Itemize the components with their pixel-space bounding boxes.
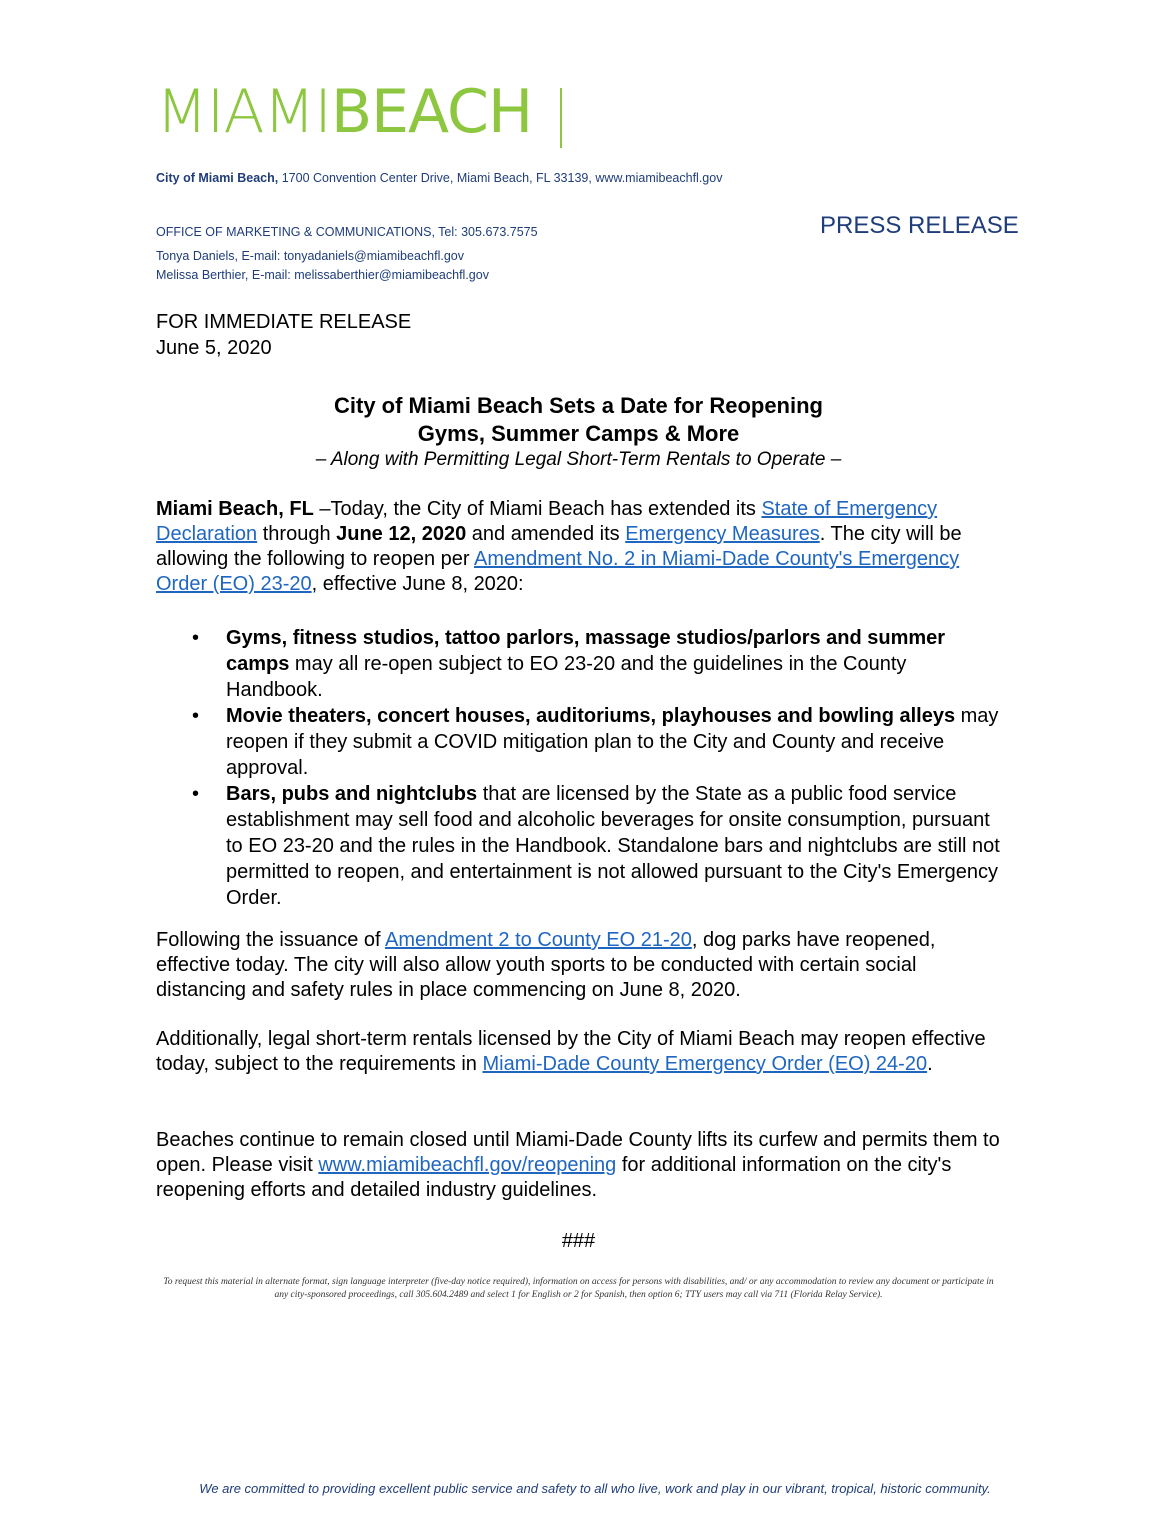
dateline: Miami Beach, FL bbox=[156, 498, 314, 520]
end-mark: ### bbox=[561, 1230, 596, 1252]
city-address-rest: 1700 Convention Center Drive, Miami Beach, FL 33139, www.miamibeachfl.gov bbox=[278, 171, 723, 185]
intro-text-1: –Today, the City of Miami Beach has extended its bbox=[313, 498, 762, 520]
list-item bbox=[156, 625, 1006, 703]
miami-beach-logo bbox=[156, 77, 533, 147]
office-tel: Tel: 305.673.7575 bbox=[434, 225, 538, 239]
bullet-icon: • bbox=[192, 705, 200, 727]
rentals-paragraph bbox=[156, 1027, 1006, 1077]
list-item bbox=[156, 781, 1006, 911]
item-gyms-text: may all re-open subject to EO 23-20 and the guidelines in the County Handbook. bbox=[226, 653, 907, 701]
city-name: City of Miami Beach, bbox=[156, 171, 279, 185]
beaches-paragraph bbox=[156, 1128, 1006, 1203]
intro-text-2: through bbox=[257, 523, 337, 545]
footer-commitment: We are committed to providing excellent public service and safety to all who live, work and play in our vibrant, tropical, historic community. bbox=[199, 1481, 991, 1496]
headline-line2: Gyms, Summer Camps & More bbox=[417, 421, 740, 446]
item-theaters-text: may reopen if they submit a COVID mitigation plan to the City and County and receive approval. bbox=[226, 705, 999, 779]
intro-text-3: and amended its bbox=[466, 523, 626, 545]
release-label: FOR IMMEDIATE RELEASE bbox=[156, 311, 412, 333]
contact-tonya: Tonya Daniels, E-mail: tonyadaniels@miamibeachfl.gov bbox=[156, 249, 464, 263]
press-release-label: PRESS RELEASE bbox=[820, 212, 1019, 239]
reopening-link[interactable]: www.miamibeachfl.gov/reopening bbox=[318, 1154, 617, 1176]
beaches-text-1: Beaches continue to remain closed until Miami-Dade County lifts its curfew and permits them to open. Please visit bbox=[156, 1129, 1000, 1176]
contact-melissa: Melissa Berthier, E-mail: melissaberthier@miamibeachfl.gov bbox=[156, 268, 489, 282]
bullet-icon: • bbox=[192, 627, 200, 649]
item-bars-text: that are licensed by the State as a public food service establishment may sell food and alcoholic beverages for onsite consumption, pursuant to EO 23-20 and the rules in the Handbook. Standalone bars and nightclubs are still not permitted to reopen, and entertainment is not allowed pursuant to the City's Emergency Order. bbox=[226, 783, 1000, 909]
dog-parks-text-2: , dog parks have reopened, effective today. The city will also allow youth sports to be conducted with certain social distancing and safety rules in place commencing on June 8, 2020. bbox=[156, 929, 936, 1001]
intro-text-4: . The city will be allowing the following to reopen per bbox=[156, 523, 962, 570]
eo-23-20-link[interactable]: Amendment No. 2 in Miami-Dade County's Emergency Order (EO) 23-20 bbox=[156, 548, 960, 595]
eo-21-20-link[interactable]: Amendment 2 to County EO 21-20 bbox=[385, 929, 692, 951]
dog-parks-paragraph bbox=[156, 928, 1006, 1003]
bullet-icon: • bbox=[192, 783, 200, 805]
intro-text-5: , effective June 8, 2020: bbox=[311, 573, 524, 595]
intro-paragraph bbox=[156, 497, 1006, 597]
logo-beach-text: BEACH bbox=[330, 77, 533, 147]
headline-line1: City of Miami Beach Sets a Date for Reopening bbox=[334, 393, 823, 418]
beaches-text-2: for additional information on the city's reopening efforts and detailed industry guidelines. bbox=[156, 1154, 952, 1201]
dog-parks-text-1: Following the issuance of bbox=[156, 929, 386, 951]
rentals-text-1: Additionally, legal short-term rentals licensed by the City of Miami Beach may reopen effective today, subject to the requirements in bbox=[156, 1028, 986, 1075]
release-date: June 5, 2020 bbox=[156, 337, 272, 359]
accessibility-disclaimer: To request this material in alternate format, sign language interpreter (five-day notice required), information on access for persons with disabilities, and/ or any accommodation to review any document or participate in any city-sponsored proceedings, call 305.604.2489 and select 1 for English or 2 for Spanish, then option 6; TTY users may call via 711 (Florida Relay Service). bbox=[163, 1277, 994, 1300]
office-line bbox=[156, 222, 538, 242]
logo-divider bbox=[560, 88, 562, 148]
list-item bbox=[156, 703, 1006, 781]
emergency-measures-link[interactable]: Emergency Measures bbox=[625, 523, 820, 545]
rentals-text-2: . bbox=[927, 1053, 933, 1075]
item-bars-bold: Bars, pubs and nightclubs bbox=[226, 783, 478, 805]
item-gyms-bold: Gyms, fitness studios, tattoo parlors, massage studios/parlors and summer camps bbox=[226, 627, 946, 675]
reopening-list bbox=[156, 625, 1006, 911]
eo-24-20-link[interactable]: Miami-Dade County Emergency Order (EO) 24-20 bbox=[482, 1053, 928, 1075]
subheadline: – Along with Permitting Legal Short-Term Rentals to Operate – bbox=[315, 449, 842, 470]
extension-date: June 12, 2020 bbox=[336, 523, 467, 545]
city-address bbox=[156, 168, 722, 188]
logo-miami-text: MIAMI bbox=[156, 77, 331, 147]
item-theaters-bold: Movie theaters, concert houses, auditoriums, playhouses and bowling alleys bbox=[226, 705, 956, 727]
office-name: OFFICE OF MARKETING & COMMUNICATIONS, bbox=[156, 225, 435, 239]
state-of-emergency-link[interactable]: State of Emergency Declaration bbox=[156, 498, 938, 545]
